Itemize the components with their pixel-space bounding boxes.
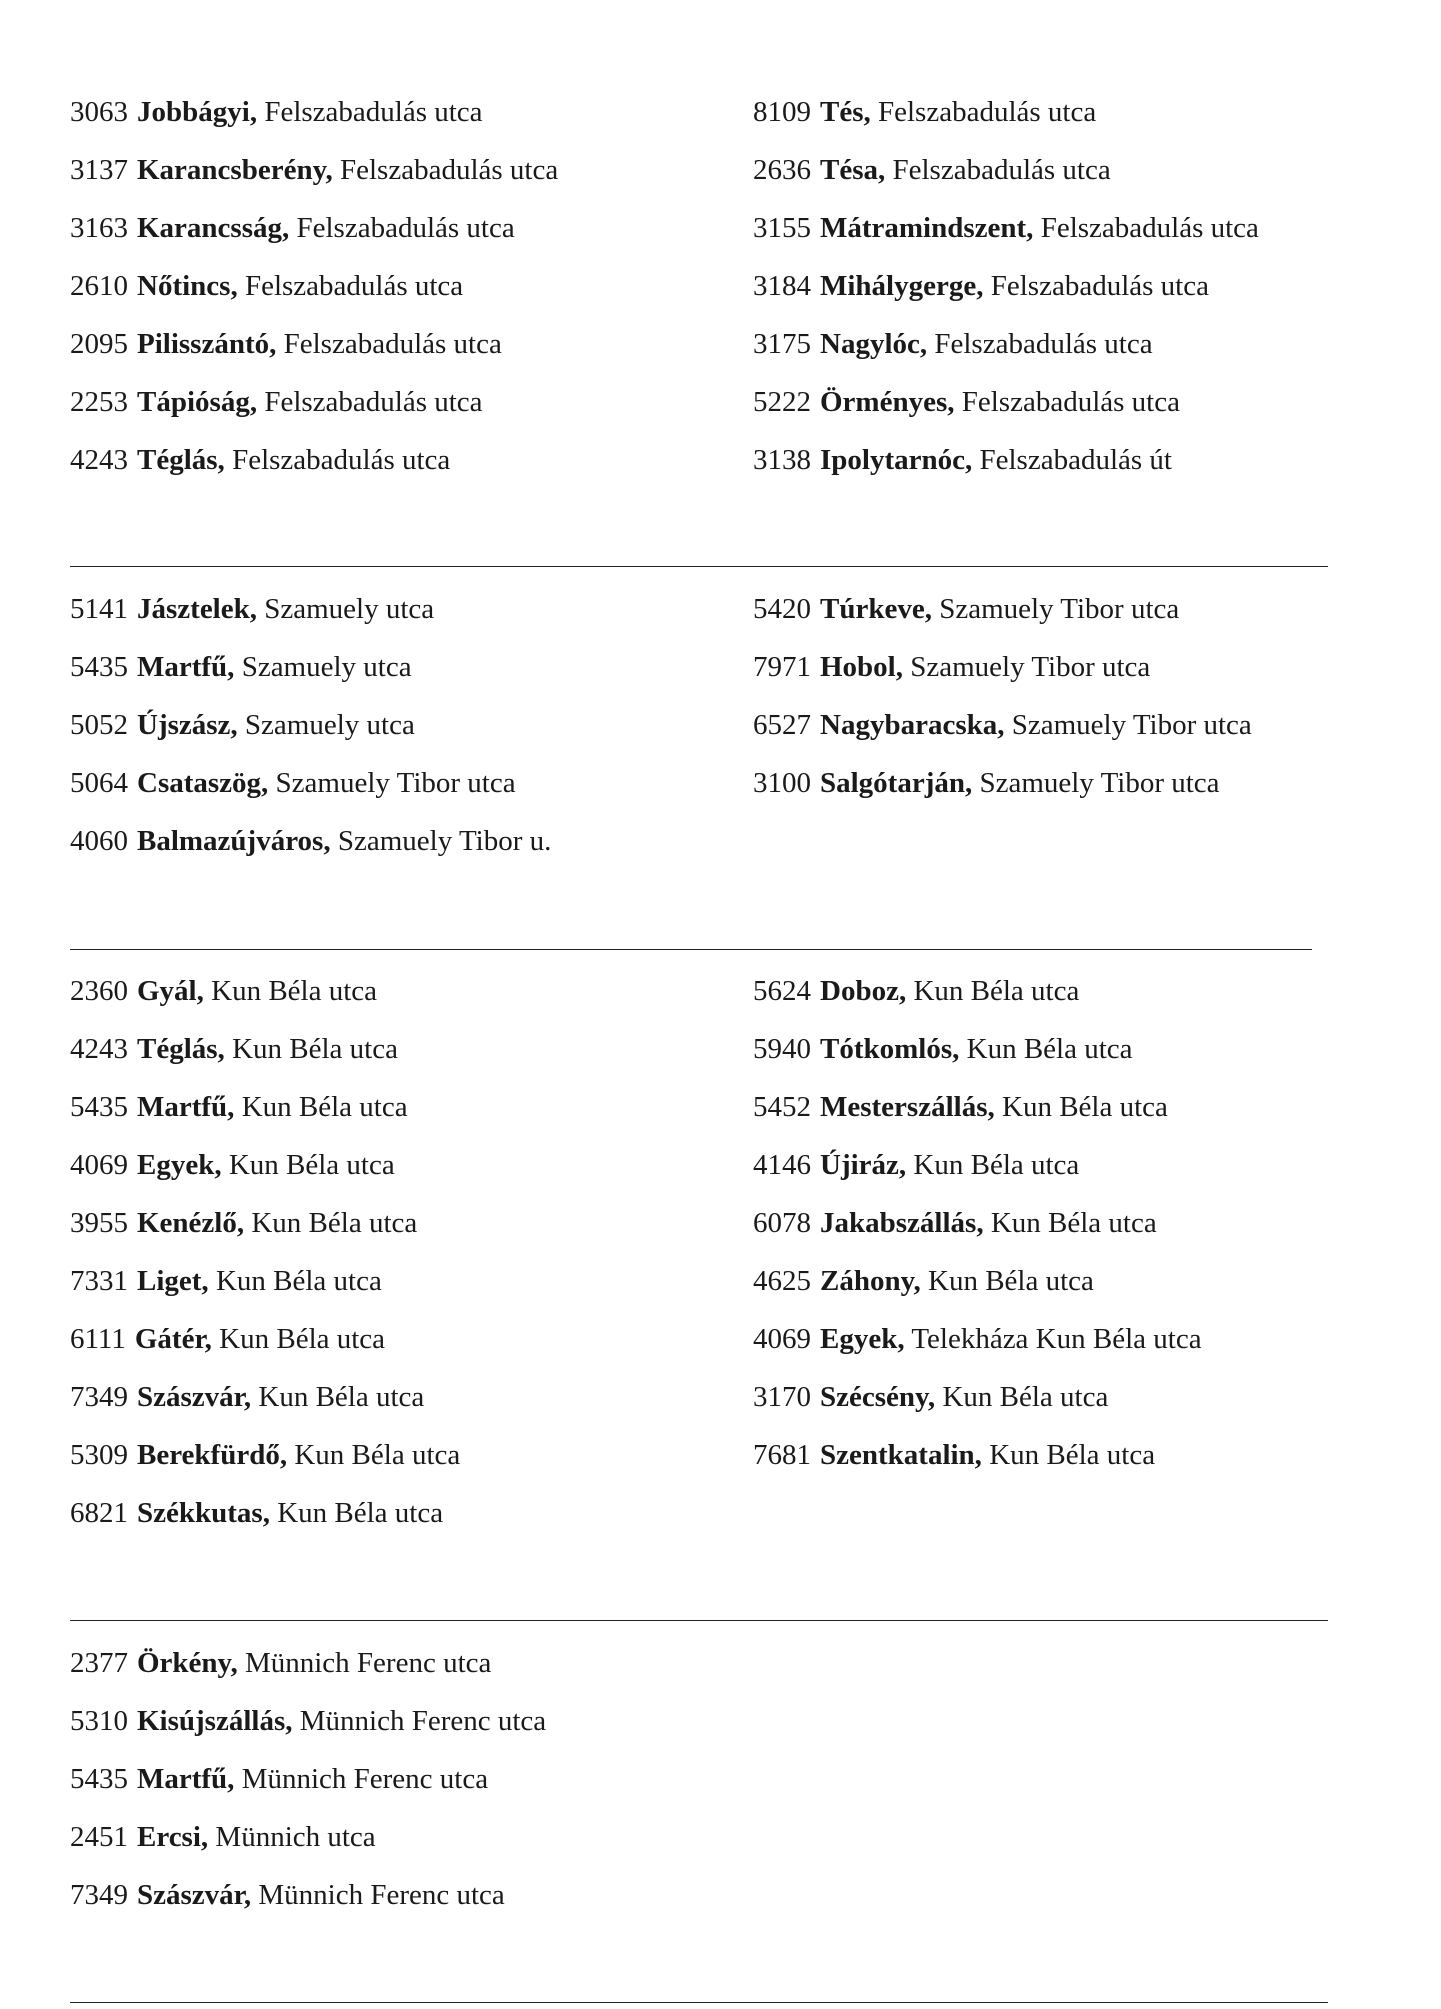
right-column [753, 580, 1393, 812]
postal-code: 6821 [70, 1497, 128, 1529]
postal-code: 3138 [753, 444, 811, 476]
address-entry [70, 1252, 750, 1310]
address-entry [70, 1310, 750, 1368]
address-entry [753, 373, 1393, 431]
street-name: Felszabadulás út [979, 444, 1172, 476]
address-entry [753, 1426, 1393, 1484]
street-name: Telekháza Kun Béla utca [911, 1323, 1202, 1355]
street-name: Felszabadulás utca [878, 96, 1097, 128]
town-name: Mihálygerge, [820, 270, 984, 302]
postal-code: 4243 [70, 444, 128, 476]
town-name: Salgótarján, [820, 767, 973, 799]
address-entry [753, 199, 1393, 257]
address-entry [753, 83, 1393, 141]
postal-code: 6078 [753, 1207, 811, 1239]
town-name: Martfű, [137, 1091, 235, 1123]
address-entry [753, 696, 1393, 754]
postal-code: 4069 [753, 1323, 811, 1355]
address-entry [753, 754, 1393, 812]
postal-code: 5064 [70, 767, 128, 799]
street-name: Kun Béla utca [294, 1439, 461, 1471]
address-entry [753, 638, 1393, 696]
section-divider [70, 1620, 1328, 1621]
postal-code: 7349 [70, 1381, 128, 1413]
address-entry [70, 83, 750, 141]
street-name: Felszabadulás utca [244, 270, 464, 302]
address-entry [70, 1692, 750, 1750]
town-name: Hobol, [820, 651, 903, 683]
address-entry [70, 1750, 750, 1808]
postal-code: 3170 [753, 1381, 811, 1413]
street-name: Kun Béla utca [1002, 1091, 1168, 1123]
town-name: Tápióság, [137, 386, 258, 418]
postal-code: 5141 [70, 593, 128, 625]
postal-code: 7331 [70, 1265, 128, 1297]
postal-code: 6111 [70, 1323, 126, 1355]
postal-code: 3155 [753, 212, 811, 244]
street-name: Szamuely Tibor utca [275, 767, 516, 799]
postal-code: 4060 [70, 825, 128, 857]
address-entry [70, 1866, 750, 1924]
street-name: Kun Béla utca [219, 1323, 386, 1355]
town-name: Szentkatalin, [820, 1439, 982, 1471]
postal-code: 5420 [753, 593, 811, 625]
address-entry [753, 962, 1393, 1020]
address-entry [753, 257, 1393, 315]
town-name: Ercsi, [137, 1821, 209, 1853]
street-name: Felszabadulás utca [1040, 212, 1259, 244]
address-entry [70, 962, 750, 1020]
street-name: Szamuely utca [244, 709, 415, 741]
postal-code: 2636 [753, 154, 811, 186]
town-name: Berekfürdő, [137, 1439, 288, 1471]
postal-code: 5435 [70, 1763, 128, 1795]
postal-code: 4243 [70, 1033, 128, 1065]
address-entry [753, 1020, 1393, 1078]
postal-code: 7681 [753, 1439, 811, 1471]
right-column [753, 962, 1393, 1484]
town-name: Örményes, [820, 386, 955, 418]
street-name: Münnich Ferenc utca [299, 1705, 547, 1737]
postal-code: 3100 [753, 767, 811, 799]
postal-code: 2610 [70, 270, 128, 302]
address-entry [753, 1078, 1393, 1136]
address-entry [70, 696, 750, 754]
address-entry [753, 141, 1393, 199]
address-entry [753, 315, 1393, 373]
town-name: Balmazújváros, [137, 825, 331, 857]
street-name: Felszabadulás utca [264, 386, 483, 418]
postal-code: 3175 [753, 328, 811, 360]
street-name: Kun Béla utca [232, 1033, 398, 1065]
street-name: Szamuely Tibor utca [910, 651, 1151, 683]
street-name: Szamuely Tibor utca [939, 593, 1180, 625]
address-entry [70, 812, 750, 870]
postal-code: 7971 [753, 651, 811, 683]
street-name: Münnich utca [215, 1821, 376, 1853]
left-column [70, 83, 750, 489]
address-entry [70, 1368, 750, 1426]
town-name: Székkutas, [137, 1497, 270, 1529]
town-name: Téglás, [137, 444, 225, 476]
town-name: Kenézlő, [137, 1207, 245, 1239]
town-name: Szécsény, [820, 1381, 936, 1413]
town-name: Tésa, [820, 154, 886, 186]
street-name: Kun Béla utca [913, 1149, 1080, 1181]
street-name: Felszabadulás utca [934, 328, 1153, 360]
postal-code: 2253 [70, 386, 128, 418]
postal-code: 3955 [70, 1207, 128, 1239]
street-name: Kun Béla utca [277, 1497, 444, 1529]
town-name: Tés, [820, 96, 871, 128]
town-name: Mátramindszent, [820, 212, 1034, 244]
postal-code: 2095 [70, 328, 128, 360]
street-name: Kun Béla utca [966, 1033, 1133, 1065]
address-entry [753, 1368, 1393, 1426]
address-entry [70, 1078, 750, 1136]
town-name: Pilisszántó, [137, 328, 277, 360]
postal-code: 2451 [70, 1821, 128, 1853]
right-column [753, 83, 1393, 489]
town-name: Jakabszállás, [820, 1207, 984, 1239]
address-entry [70, 1136, 750, 1194]
town-name: Egyek, [137, 1149, 222, 1181]
postal-code: 5624 [753, 975, 811, 1007]
town-name: Örkény, [137, 1647, 238, 1679]
postal-code: 8109 [753, 96, 811, 128]
postal-code: 6527 [753, 709, 811, 741]
address-entry [70, 580, 750, 638]
address-entry [70, 1194, 750, 1252]
town-name: Karancsberény, [137, 154, 333, 186]
town-name: Kisújszállás, [137, 1705, 293, 1737]
street-name: Münnich Ferenc utca [258, 1879, 505, 1911]
left-column [70, 962, 750, 1542]
town-name: Nőtincs, [137, 270, 238, 302]
address-entry [70, 431, 750, 489]
town-name: Egyek, [820, 1323, 905, 1355]
street-name: Felszabadulás utca [296, 212, 515, 244]
town-name: Téglás, [137, 1033, 225, 1065]
town-name: Szászvár, [137, 1879, 252, 1911]
street-name: Kun Béla utca [258, 1381, 425, 1413]
postal-code: 5435 [70, 1091, 128, 1123]
postal-code: 5940 [753, 1033, 811, 1065]
address-entry [70, 1808, 750, 1866]
street-name: Kun Béla utca [215, 1265, 382, 1297]
street-name: Felszabadulás utca [232, 444, 451, 476]
town-name: Jobbágyi, [137, 96, 258, 128]
section-divider [70, 2002, 1328, 2003]
section-divider [70, 949, 1312, 950]
postal-code: 7349 [70, 1879, 128, 1911]
street-name: Szamuely Tibor utca [1011, 709, 1252, 741]
address-entry [70, 1426, 750, 1484]
town-name: Martfű, [137, 1763, 235, 1795]
street-name: Kun Béla utca [251, 1207, 418, 1239]
town-name: Újszász, [137, 709, 238, 741]
street-name: Szamuely utca [241, 651, 412, 683]
town-name: Nagylóc, [820, 328, 928, 360]
street-name: Felszabadulás utca [961, 386, 1180, 418]
address-entry [753, 1136, 1393, 1194]
town-name: Nagybaracska, [820, 709, 1005, 741]
address-entry [70, 373, 750, 431]
address-entry [753, 580, 1393, 638]
town-name: Túrkeve, [820, 593, 932, 625]
postal-code: 5309 [70, 1439, 128, 1471]
address-entry [70, 1484, 750, 1542]
address-entry [753, 1194, 1393, 1252]
postal-code: 5452 [753, 1091, 811, 1123]
left-column [70, 1634, 750, 1924]
town-name: Karancsság, [137, 212, 290, 244]
town-name: Jásztelek, [137, 593, 257, 625]
postal-code: 4069 [70, 1149, 128, 1181]
postal-code: 5310 [70, 1705, 128, 1737]
street-name: Kun Béla utca [228, 1149, 395, 1181]
address-entry [70, 1634, 750, 1692]
postal-code: 3137 [70, 154, 128, 186]
street-name: Felszabadulás utca [990, 270, 1209, 302]
address-entry [753, 431, 1393, 489]
postal-code: 3063 [70, 96, 128, 128]
postal-code: 5435 [70, 651, 128, 683]
street-name: Felszabadulás utca [283, 328, 502, 360]
street-name: Felszabadulás utca [340, 154, 559, 186]
street-name: Kun Béla utca [241, 1091, 408, 1123]
postal-code: 5052 [70, 709, 128, 741]
town-name: Martfű, [137, 651, 235, 683]
street-name: Szamuely Tibor utca [979, 767, 1220, 799]
street-name: Münnich Ferenc utca [241, 1763, 489, 1795]
address-entry [70, 638, 750, 696]
address-entry [70, 1020, 750, 1078]
street-name: Kun Béla utca [211, 975, 378, 1007]
street-name: Kun Béla utca [913, 975, 1080, 1007]
town-name: Csataszög, [137, 767, 269, 799]
street-name: Felszabadulás utca [892, 154, 1111, 186]
postal-code: 3184 [753, 270, 811, 302]
postal-code: 5222 [753, 386, 811, 418]
town-name: Mesterszállás, [820, 1091, 995, 1123]
street-name: Kun Béla utca [942, 1381, 1109, 1413]
town-name: Liget, [137, 1265, 209, 1297]
town-name: Ipolytarnóc, [820, 444, 973, 476]
street-name: Kun Béla utca [928, 1265, 1094, 1297]
street-name: Szamuely utca [264, 593, 435, 625]
address-entry [70, 141, 750, 199]
town-name: Szászvár, [137, 1381, 252, 1413]
postal-code: 4625 [753, 1265, 811, 1297]
postal-code: 2377 [70, 1647, 128, 1679]
address-entry [70, 199, 750, 257]
address-entry [753, 1252, 1393, 1310]
town-name: Gyál, [137, 975, 204, 1007]
town-name: Gátér, [134, 1323, 212, 1355]
address-entry [753, 1310, 1393, 1368]
street-name: Kun Béla utca [990, 1207, 1157, 1239]
town-name: Tótkomlós, [820, 1033, 960, 1065]
address-entry [70, 315, 750, 373]
town-name: Doboz, [820, 975, 907, 1007]
section-divider [70, 566, 1328, 567]
address-entry [70, 754, 750, 812]
street-name: Szamuely Tibor u. [337, 825, 552, 857]
postal-code: 3163 [70, 212, 128, 244]
town-name: Záhony, [820, 1265, 921, 1297]
left-column [70, 580, 750, 870]
street-name: Kun Béla utca [989, 1439, 1156, 1471]
postal-code: 2360 [70, 975, 128, 1007]
street-name: Felszabadulás utca [264, 96, 483, 128]
street-name: Münnich Ferenc utca [244, 1647, 492, 1679]
postal-code: 4146 [753, 1149, 811, 1181]
town-name: Újiráz, [820, 1149, 907, 1181]
address-entry [70, 257, 750, 315]
